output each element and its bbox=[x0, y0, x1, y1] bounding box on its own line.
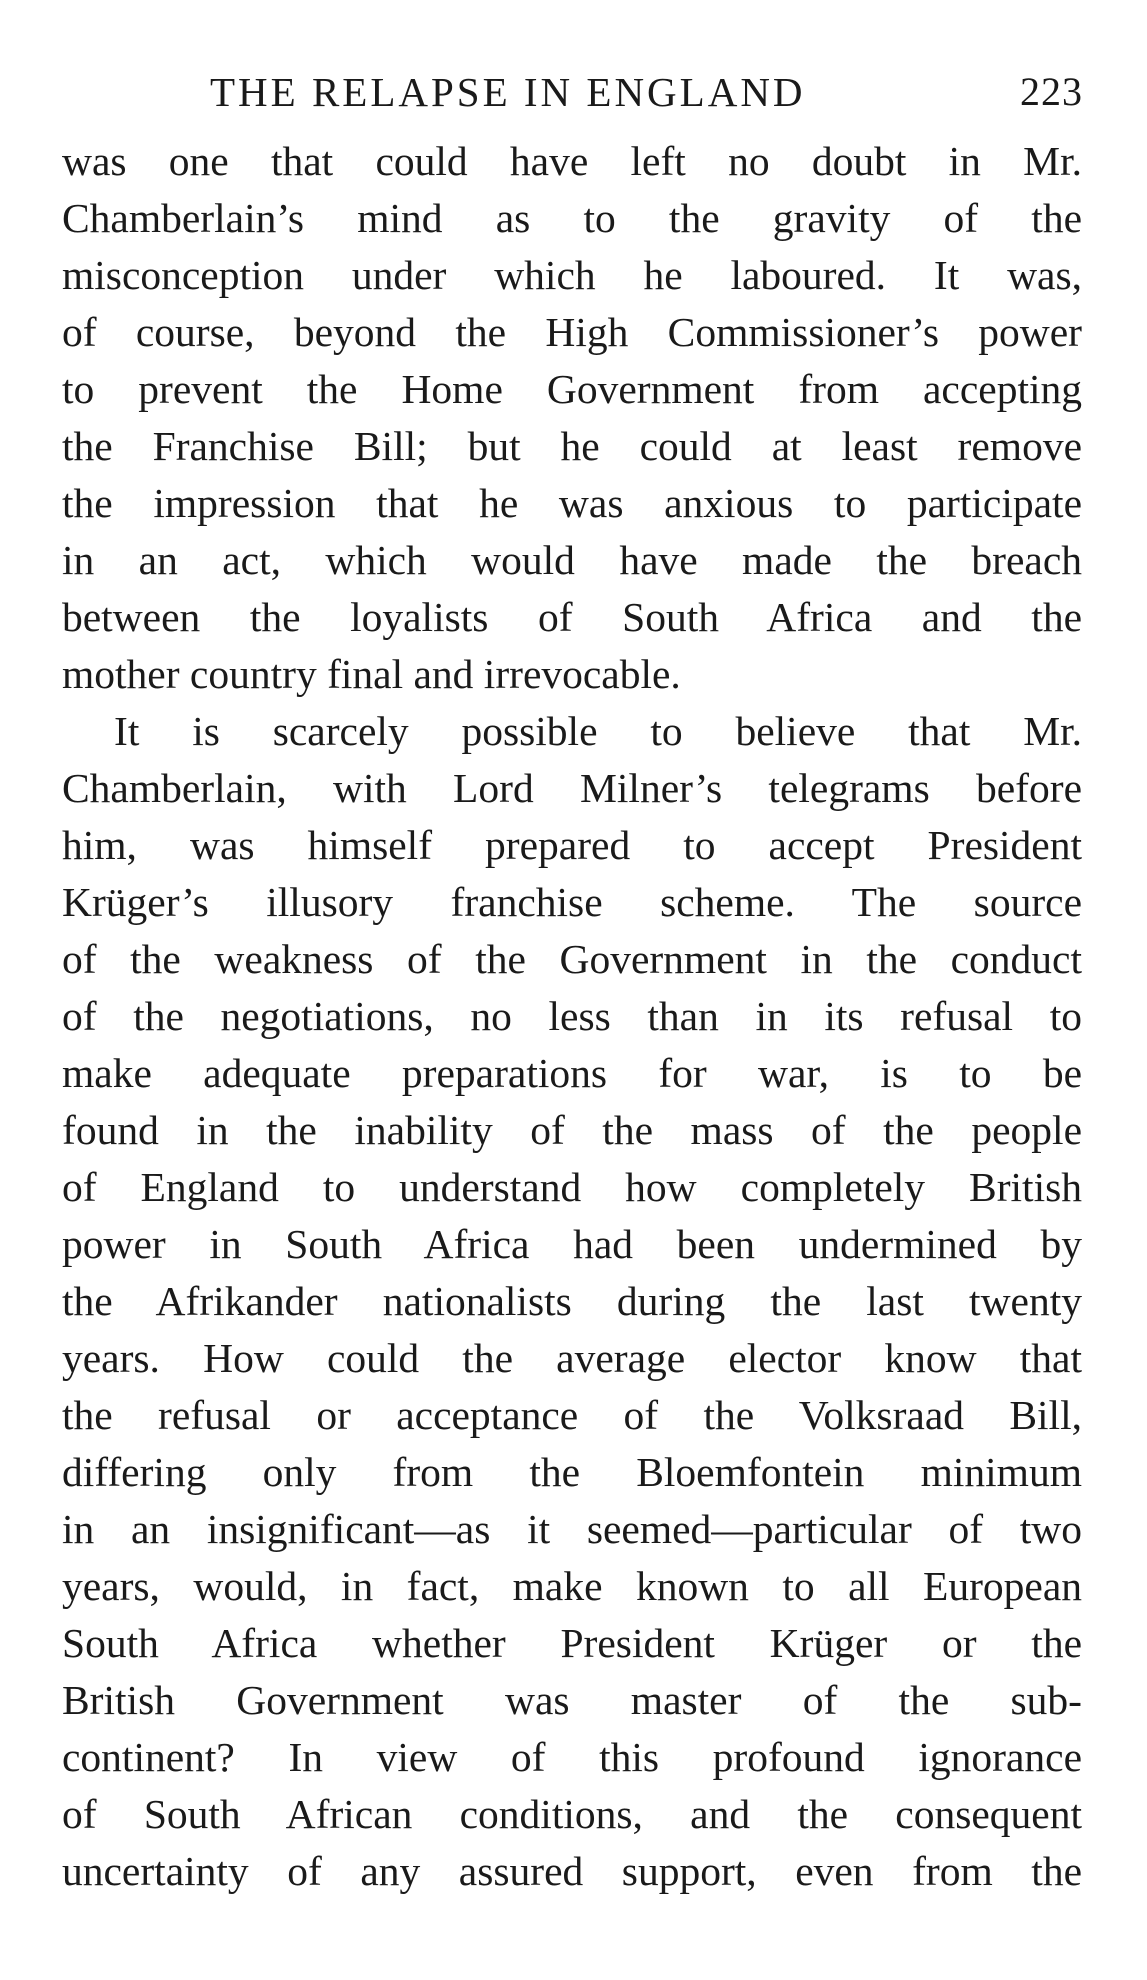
text-line: the Franchise Bill; but he could at least remove bbox=[62, 423, 1082, 469]
text-line: Chamberlain’s mind as to the gravity of the bbox=[62, 195, 1082, 241]
text-line: of South African conditions, and the consequent bbox=[62, 1791, 1082, 1837]
text-line: to prevent the Home Government from accepting bbox=[62, 366, 1082, 412]
text-line: of England to understand how completely British bbox=[62, 1164, 1082, 1210]
text-line: between the loyalists of South Africa and the bbox=[62, 594, 1082, 640]
text-line: years, would, in fact, make known to all European bbox=[62, 1563, 1082, 1609]
paragraph-1 bbox=[62, 133, 1082, 703]
body-text bbox=[62, 133, 1082, 1900]
text-line: British Government was master of the sub- bbox=[62, 1677, 1082, 1723]
text-line: South Africa whether President Krüger or the bbox=[62, 1620, 1082, 1666]
text-line: was one that could have left no doubt in Mr. bbox=[62, 138, 1082, 184]
text-line: misconception under which he laboured. It was, bbox=[62, 252, 1082, 298]
text-line: in an insignificant—as it seemed—particular of two bbox=[62, 1506, 1082, 1552]
text-line: uncertainty of any assured support, even from the bbox=[62, 1848, 1082, 1894]
text-line: the impression that he was anxious to participate bbox=[62, 480, 1082, 526]
text-line: differing only from the Bloemfontein minimum bbox=[62, 1449, 1082, 1495]
text-line: It is scarcely possible to believe that Mr. bbox=[114, 708, 1082, 754]
text-line: Chamberlain, with Lord Milner’s telegrams before bbox=[62, 765, 1082, 811]
running-title: THE RELAPSE IN ENGLAND bbox=[210, 69, 806, 115]
text-line: make adequate preparations for war, is to be bbox=[62, 1050, 1082, 1096]
running-head bbox=[0, 62, 1147, 122]
text-line: him, was himself prepared to accept President bbox=[62, 822, 1082, 868]
text-line: found in the inability of the mass of the people bbox=[62, 1107, 1082, 1153]
text-line: of the weakness of the Government in the conduct bbox=[62, 936, 1082, 982]
page-number: 223 bbox=[1020, 69, 1083, 114]
text-line: of the negotiations, no less than in its refusal to bbox=[62, 993, 1082, 1039]
text-line: mother country final and irrevocable. bbox=[62, 651, 681, 697]
text-line: Krüger’s illusory franchise scheme. The source bbox=[62, 879, 1082, 925]
text-line: years. How could the average elector know that bbox=[62, 1335, 1082, 1381]
text-line: continent? In view of this profound ignorance bbox=[62, 1734, 1082, 1780]
text-line: power in South Africa had been undermined by bbox=[62, 1221, 1082, 1267]
paragraph-2 bbox=[62, 703, 1082, 1900]
text-line: in an act, which would have made the breach bbox=[62, 537, 1082, 583]
text-line: of course, beyond the High Commissioner’s power bbox=[62, 309, 1082, 355]
text-line: the Afrikander nationalists during the last twenty bbox=[62, 1278, 1082, 1324]
text-line: the refusal or acceptance of the Volksraad Bill, bbox=[62, 1392, 1082, 1438]
